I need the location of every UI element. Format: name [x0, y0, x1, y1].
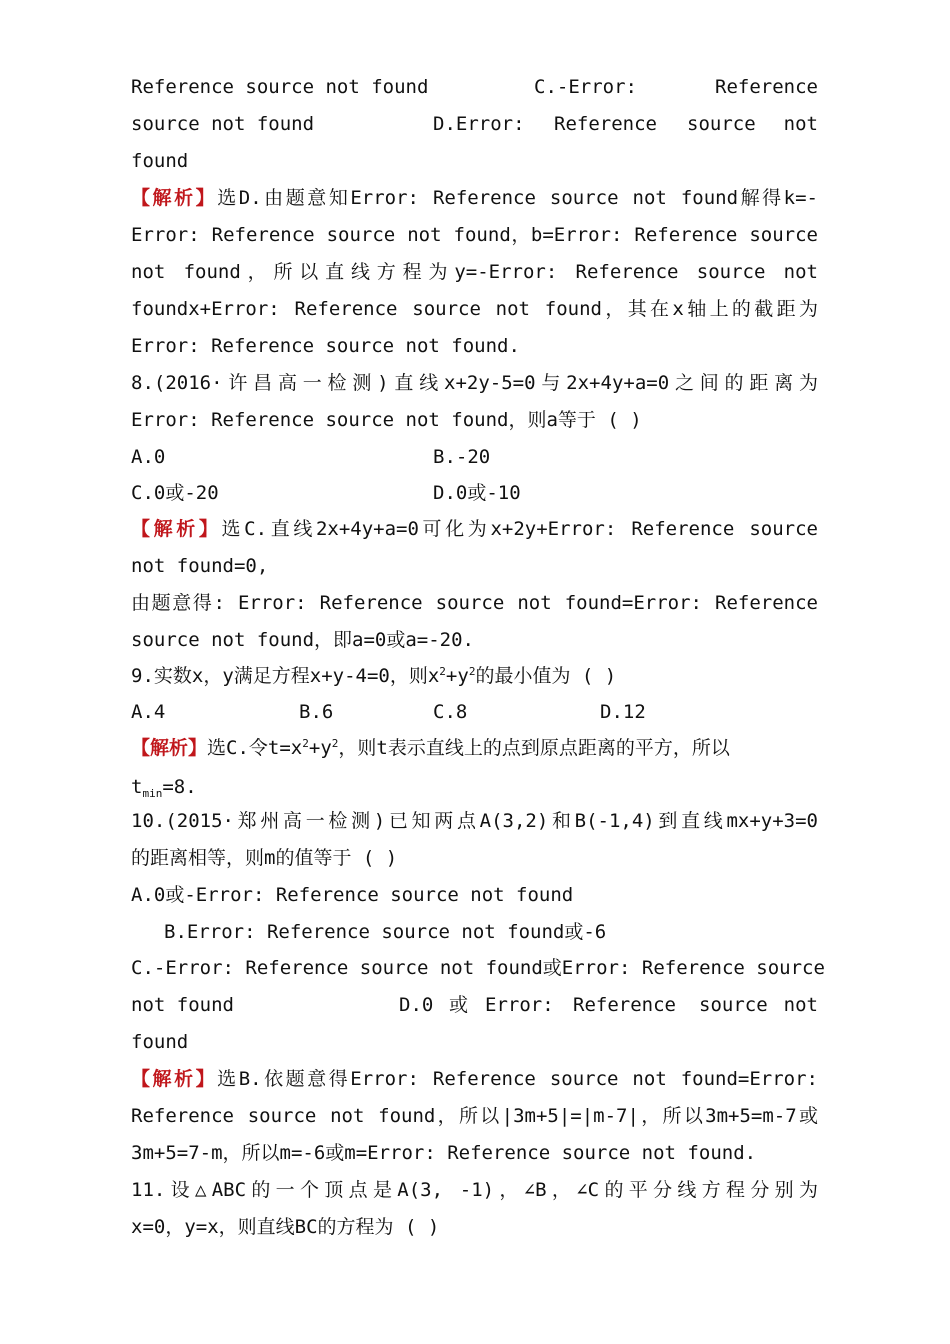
solution-line: 【解析】选C.令$t=x^2+y^2$，则t表示直线上的点到原点距离的平方，所以	[131, 737, 730, 759]
option-a: A.0	[131, 446, 166, 468]
solution-tag: 【解析】	[131, 1068, 218, 1090]
text-line: not found，所以直线方程为y=-Error: Reference source not	[131, 261, 818, 283]
option-d-label: D.Error:	[433, 113, 525, 135]
option-d-label: D.0	[399, 994, 434, 1016]
solution-line	[131, 180, 818, 217]
option-c: C.0或-20	[131, 482, 219, 504]
question-8-stem: Error: Reference source not found，则a等于 ( )	[131, 409, 642, 431]
text-line: found	[131, 1031, 189, 1053]
option-a: A.0或-Error: Reference source not found	[131, 884, 574, 906]
math-t-min: $t_{min}$	[131, 776, 163, 800]
option-d-word: not	[783, 113, 818, 135]
option-d: D.12	[600, 701, 646, 723]
option-d-word: source	[687, 113, 756, 135]
option-b: B.-20	[433, 446, 491, 468]
question-10-stem: 的距离相等，则m的值等于 ( )	[131, 847, 398, 869]
option-d-word: Reference	[554, 113, 657, 135]
option-c-fragment: source not found	[131, 113, 315, 135]
text-line: 由题意得: Error: Reference source not found=Error: Reference	[131, 592, 818, 614]
option-a: A.4	[131, 701, 166, 723]
solution-line	[131, 1061, 818, 1098]
text-line: found	[131, 150, 189, 172]
solution-text: 选D.由题意知Error: Reference source not found解得k=-	[217, 187, 818, 209]
question-10-stem: 10.(2015·郑州高一检测)已知两点A(3,2)和B(-1,4)到直线mx+y+3=0	[131, 810, 818, 832]
text-line: Error: Reference source not found.	[131, 335, 520, 357]
question-11-stem: x=0，y=x，则直线BC的方程为 ( )	[131, 1216, 440, 1238]
option-c-fragment: not found	[131, 994, 234, 1016]
math-x-squared: $x^2+y^2$	[427, 665, 476, 687]
option-d: D.0或-10	[433, 482, 521, 504]
option-c: C.8	[433, 701, 468, 723]
option-line	[131, 69, 818, 106]
text-line: Reference source not found，所以|3m+5|=|m-7|，所以3m+5=m-7或	[131, 1105, 818, 1127]
option-d-word: 或	[449, 994, 469, 1016]
question-9-stem: 9.实数x，y满足方程x+y-4=0，则$x^2+y^2$的最小值为 ( )	[131, 665, 617, 687]
text-line: Error: Reference source not found，b=Error: Reference source	[131, 224, 818, 246]
option-d-word: Reference	[573, 994, 676, 1016]
math-t-expression: $x^2+y^2$	[290, 737, 339, 759]
option-d-word: Error:	[485, 994, 554, 1016]
option-line	[131, 475, 818, 512]
text-line: source not found，即a=0或a=-20.	[131, 629, 474, 651]
solution-line	[131, 511, 818, 548]
question-11-stem: 11.设△ABC的一个顶点是A(3, -1)，∠B，∠C的平分线方程分别为	[131, 1179, 818, 1201]
text-line: $t_{min}=8$.	[131, 776, 197, 800]
option-d-word: not	[783, 994, 818, 1016]
option-b: B.Error: Reference source not found或-6	[164, 921, 607, 943]
option-c-fragment: Reference	[715, 76, 818, 98]
solution-tag: 【解析】	[131, 187, 218, 209]
text-line: not found=0,	[131, 555, 269, 577]
text-line: foundx+Error: Reference source not found，其在x轴上的截距为	[131, 298, 818, 320]
question-8-stem: 8.(2016·许昌高一检测)直线x+2y-5=0与2x+4y+a=0之间的距离为	[131, 372, 818, 394]
option-line	[131, 106, 818, 143]
option-c: C.-Error: Reference source not found或Error: Reference source	[131, 957, 825, 979]
option-b: B.6	[299, 701, 334, 723]
option-line	[131, 439, 818, 476]
solution-text: 选B.依题意得Error: Reference source not found=Error:	[217, 1068, 818, 1090]
option-line	[131, 694, 818, 731]
option-line	[131, 987, 818, 1024]
text-line: 3m+5=7-m，所以m=-6或m=Error: Reference source not found.	[131, 1142, 757, 1164]
option-b-fragment: Reference source not found	[131, 76, 429, 98]
option-d-word: source	[699, 994, 768, 1016]
solution-tag: 【解析】	[131, 518, 222, 540]
solution-text: 选C.直线2x+4y+a=0可化为x+2y+Error: Reference source	[221, 518, 818, 540]
solution-tag: 【解析】	[131, 737, 208, 759]
option-c-label: C.-Error:	[534, 76, 637, 98]
